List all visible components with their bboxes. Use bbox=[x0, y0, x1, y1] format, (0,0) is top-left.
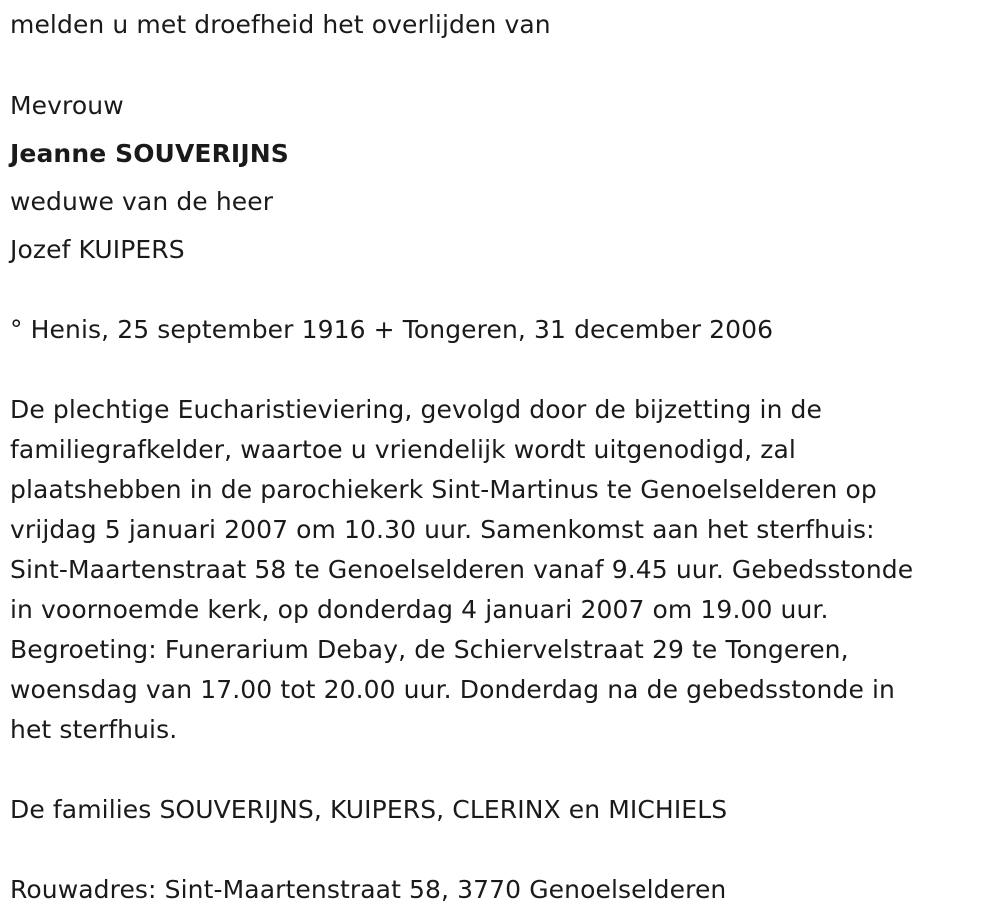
spouse-name: Jozef KUIPERS bbox=[10, 235, 185, 264]
families-line: De families SOUVERIJNS, KUIPERS, CLERINX en MICHIELS bbox=[10, 795, 728, 824]
honorific: Mevrouw bbox=[10, 91, 124, 120]
ceremony-line: De plechtige Eucharistieviering, gevolgd door de bijzetting in de bbox=[10, 395, 823, 424]
ceremony-line: Sint-Maartenstraat 58 te Genoelselderen vanaf 9.45 uur. Gebedsstonde bbox=[10, 555, 914, 584]
ceremony-line: vrijdag 5 januari 2007 om 10.30 uur. Samenkomst aan het sterfhuis: bbox=[10, 515, 875, 544]
deceased-name: Jeanne SOUVERIJNS bbox=[10, 139, 289, 168]
ceremony-line: Begroeting: Funerarium Debay, de Schiervelstraat 29 te Tongeren, bbox=[10, 635, 849, 664]
birth-death-dates: ° Henis, 25 september 1916 + Tongeren, 31 december 2006 bbox=[10, 315, 774, 344]
ceremony-line: plaatshebben in de parochiekerk Sint-Martinus te Genoelselderen op bbox=[10, 475, 877, 504]
widow-of-line: weduwe van de heer bbox=[10, 187, 274, 216]
ceremony-line: familiegrafkelder, waartoe u vriendelijk wordt uitgenodigd, zal bbox=[10, 435, 796, 464]
ceremony-line: woensdag van 17.00 tot 20.00 uur. Donderdag na de gebedsstonde in bbox=[10, 675, 895, 704]
intro-line: melden u met droefheid het overlijden van bbox=[10, 10, 551, 39]
ceremony-paragraph bbox=[10, 390, 913, 750]
ceremony-line: het sterfhuis. bbox=[10, 715, 178, 744]
ceremony-line: in voornoemde kerk, op donderdag 4 januari 2007 om 19.00 uur. bbox=[10, 595, 829, 624]
mourning-address: Rouwadres: Sint-Maartenstraat 58, 3770 Genoelselderen bbox=[10, 875, 727, 904]
